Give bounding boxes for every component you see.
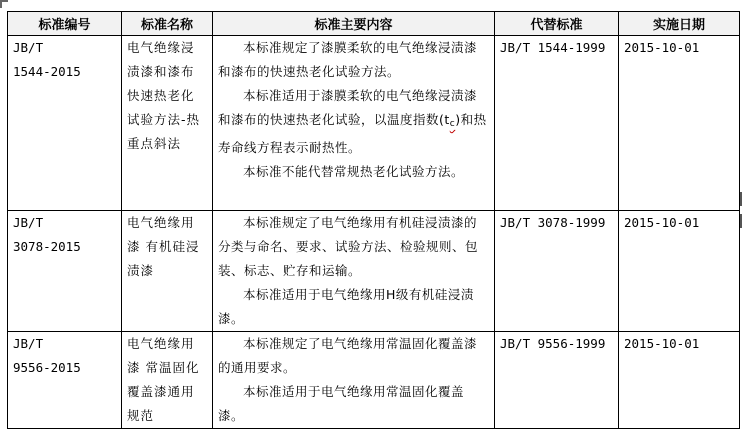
header-replaced: 代替标准 [495, 12, 619, 36]
replaced-standard: JB/T 3078-1999 [495, 211, 619, 332]
table-row [8, 332, 740, 429]
standard-name: 电气绝缘用漆 常温固化覆盖漆通用规范 [122, 332, 213, 429]
header-date: 实施日期 [619, 12, 740, 36]
content-paragraph: 本标准规定了电气绝缘用有机硅浸渍漆的分类与命名、要求、试验方法、检验规则、包装、标志、贮存和运输。 [218, 215, 479, 278]
content-paragraph: 本标准适用于电气绝缘用H级有机硅浸渍漆。 [218, 287, 474, 326]
effective-date: 2015-10-01 [619, 211, 740, 332]
content-text: 本标准适用于漆膜柔软的电气绝缘浸渍漆和漆布的快速热老化试验，以温度指数(t [218, 88, 478, 127]
table-header-row [8, 12, 740, 36]
table-row [8, 36, 740, 211]
table-handle-icon[interactable] [0, 0, 8, 8]
effective-date: 2015-10-01 [619, 332, 740, 429]
standard-code [8, 332, 122, 429]
replaced-standard: JB/T 9556-1999 [495, 332, 619, 429]
code-number: 9556-2015 [13, 360, 81, 375]
subscript-c: c [449, 119, 456, 129]
standards-table [7, 11, 740, 429]
replaced-standard: JB/T 1544-1999 [495, 36, 619, 211]
content-paragraph: 本标准规定了漆膜柔软的电气绝缘浸渍漆和漆布的快速热老化试验方法。 [218, 40, 478, 79]
header-name: 标准名称 [122, 12, 213, 36]
standard-content [213, 36, 495, 211]
standard-code [8, 211, 122, 332]
effective-date: 2015-10-01 [619, 36, 740, 211]
content-paragraph: 本标准规定了电气绝缘用常温固化覆盖漆的通用要求。 [218, 336, 478, 375]
code-prefix: JB/T [13, 215, 44, 230]
code-prefix: JB/T [13, 40, 44, 55]
standard-code [8, 36, 122, 211]
code-prefix: JB/T [13, 336, 44, 351]
content-paragraph [218, 84, 489, 160]
standard-content [213, 332, 495, 429]
code-number: 3078-2015 [13, 239, 81, 254]
content-text: )和热寿命线方程表示耐热性。 [218, 112, 487, 155]
header-content: 标准主要内容 [213, 12, 495, 36]
table-row [8, 211, 740, 332]
content-paragraph: 本标准适用于电气绝缘用常温固化覆盖漆。 [218, 384, 465, 423]
code-number: 1544-2015 [13, 64, 81, 79]
standard-name: 电气绝缘浸渍漆和漆布快速热老化试验方法-热重点斜法 [122, 36, 213, 211]
standard-content [213, 211, 495, 332]
header-code: 标准编号 [8, 12, 122, 36]
standard-name: 电气绝缘用漆 有机硅浸渍漆 [122, 211, 213, 332]
content-paragraph: 本标准不能代替常规热老化试验方法。 [243, 164, 465, 179]
